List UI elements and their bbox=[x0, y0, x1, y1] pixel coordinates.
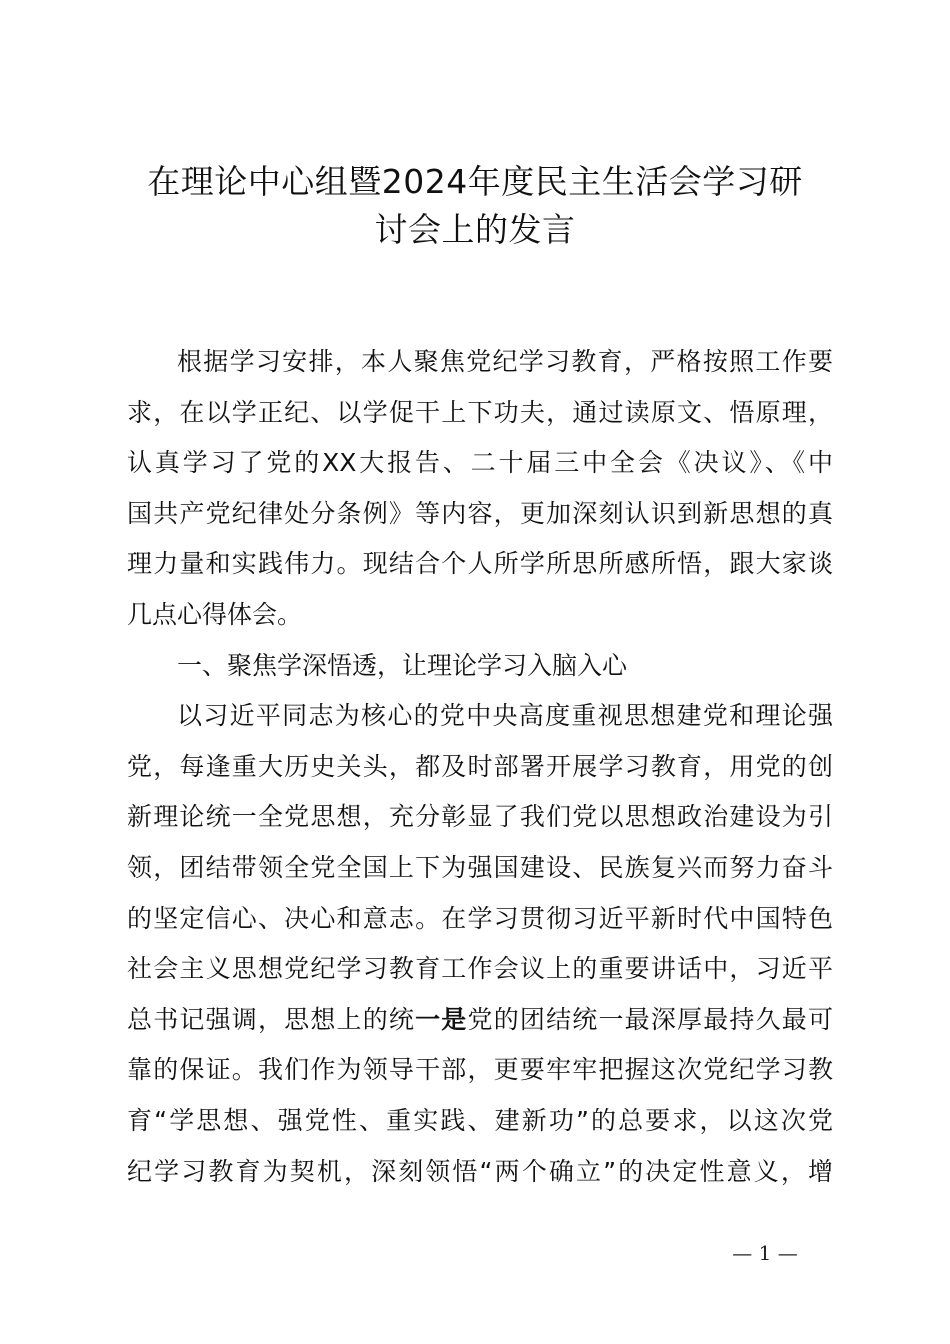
bold-text-segment: 一是 bbox=[415, 1004, 468, 1034]
document-title bbox=[100, 158, 850, 254]
text-line: 社会主义思想党纪学习教育工作会议上的重要讲话中，习近平 bbox=[127, 954, 833, 984]
paragraph-intro bbox=[127, 337, 833, 641]
text-line: 认真学习了党的XX大报告、二十届三中全会《决议》、《中 bbox=[127, 448, 833, 478]
text-line: 领，团结带领全党全国上下为强国建设、民族复兴而努力奋斗 bbox=[127, 852, 833, 882]
text-line: 以习近平同志为核心的党中央高度重视思想建党和理论强 bbox=[177, 701, 833, 731]
text-line: 的坚定信心、决心和意志。在学习贯彻习近平新时代中国特色 bbox=[127, 903, 833, 933]
title-line-1: 在理论中心组暨2024年度民主生活会学习研 bbox=[147, 162, 803, 201]
text-line bbox=[127, 995, 833, 1046]
text-line: 根据学习安排，本人聚焦党纪学习教育，严格按照工作要 bbox=[177, 347, 833, 376]
title-line-2: 讨会上的发言 bbox=[374, 210, 576, 249]
text-line: 求，在以学正纪、以学促干上下功夫，通过读原文、悟原理， bbox=[127, 397, 833, 427]
section-heading: 一、聚焦学深悟透，让理论学习入脑入心 bbox=[177, 650, 628, 680]
text-line: 党，每逢重大历史关头，都及时部署开展学习教育，用党的创 bbox=[127, 751, 833, 781]
text-line: 纪学习教育为契机，深刻领悟“两个确立”的决定性意义，增 bbox=[127, 1156, 833, 1186]
text-line: 几点心得体会。 bbox=[127, 599, 303, 629]
text-line: 国共产党纪律处分条例》等内容，更加深刻认识到新思想的真 bbox=[127, 498, 833, 528]
text-line: 靠的保证。我们作为领导干部，更要牢牢把握这次党纪学习教 bbox=[127, 1055, 833, 1085]
text-line: 新理论统一全党思想，充分彰显了我们党以思想政治建设为引 bbox=[127, 802, 833, 832]
document-body bbox=[127, 337, 833, 1197]
paragraph-section-1 bbox=[127, 691, 833, 1197]
text-line: 育“学思想、强党性、重实践、建新功”的总要求，以这次党 bbox=[127, 1105, 833, 1135]
text-segment: 总书记强调，思想上的统 bbox=[127, 1004, 416, 1034]
text-line: 理力量和实践伟力。现结合个人所学所思所感所悟，跟大家谈 bbox=[127, 549, 833, 579]
page-number: — 1 — bbox=[732, 1241, 798, 1265]
text-segment: 党的团结统一最深厚最持久最可 bbox=[467, 1004, 833, 1034]
